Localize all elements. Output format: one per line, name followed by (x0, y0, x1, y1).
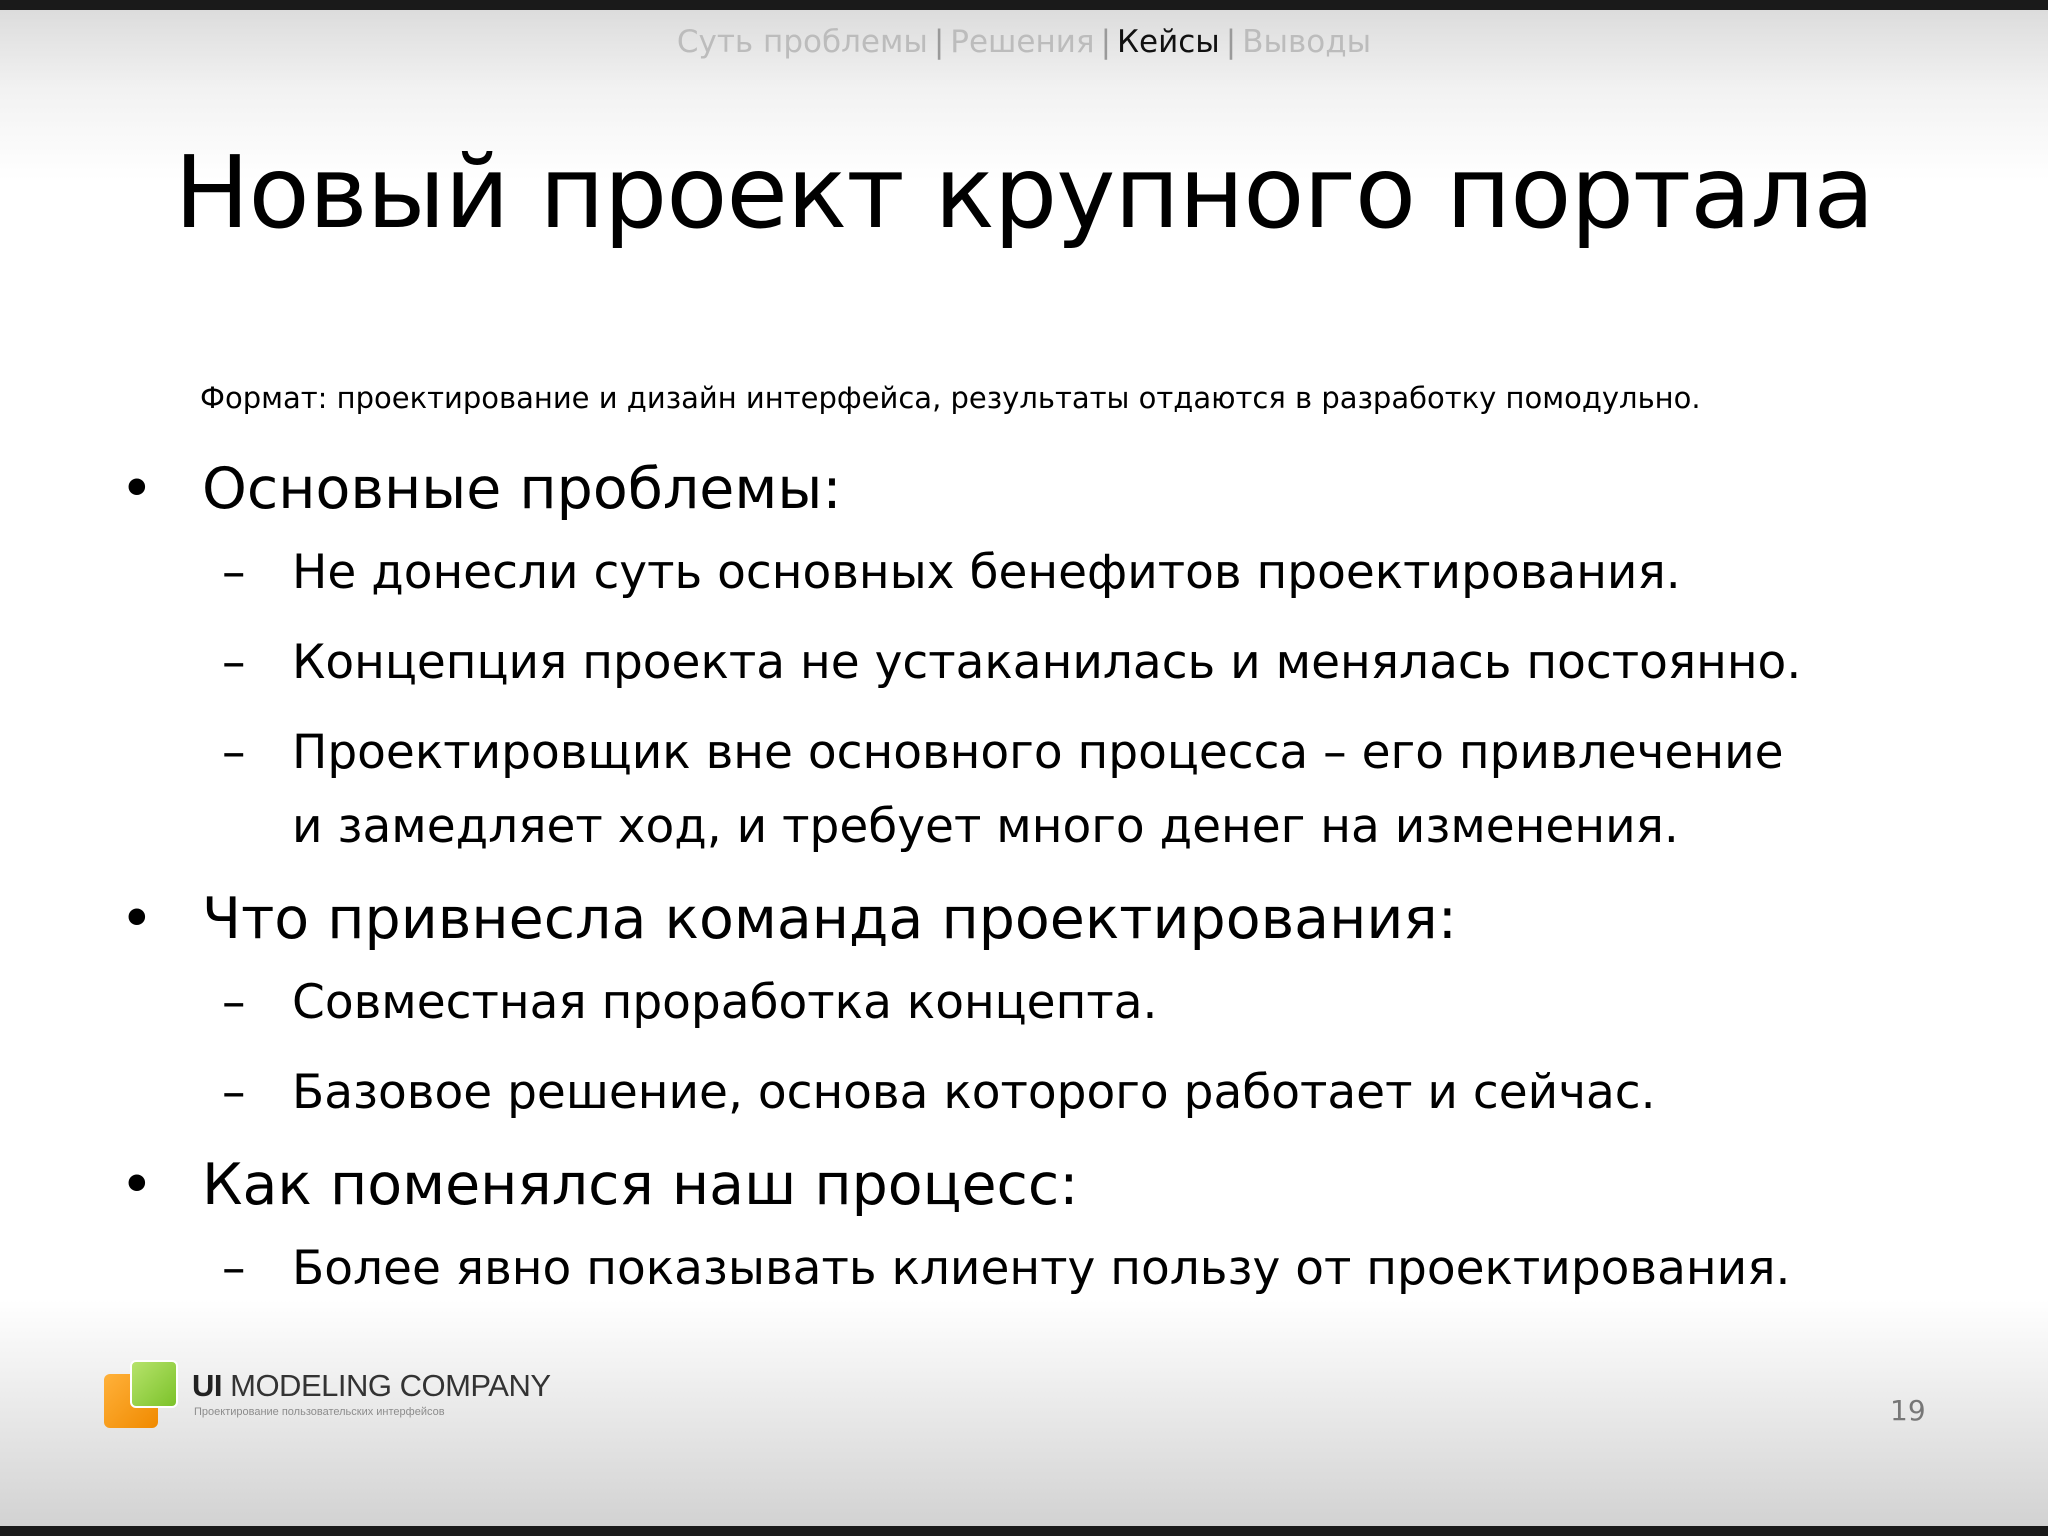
dash-mark: – (222, 545, 246, 600)
bullet-problems (120, 450, 1920, 528)
logo-company-name (192, 1368, 551, 1404)
sub-item-text: Проектировщик вне основного процесса – его привлечение (292, 725, 1784, 780)
bullet-process-change (120, 1146, 1920, 1224)
dash-mark: – (222, 975, 246, 1030)
sub-item-text: Базовое решение, основа которого работает и сейчас. (292, 1065, 1656, 1120)
logo-green-square (130, 1360, 178, 1408)
sub-item (120, 1056, 1920, 1130)
logo-name-bold: UI (192, 1368, 222, 1403)
logo-name-rest: MODELING COMPANY (230, 1368, 551, 1403)
bullet-mark: • (120, 1152, 154, 1218)
nav-item-conclusions[interactable]: Выводы (1242, 24, 1372, 60)
nav-separator: | (1225, 24, 1237, 60)
sub-item-text: Концепция проекта не устаканилась и менялась постоянно. (292, 635, 1802, 690)
dash-mark: – (222, 725, 246, 780)
format-line: Формат: проектирование и дизайн интерфейса, результаты отдаются в разработку помодульно. (200, 381, 1701, 415)
company-logo (102, 1360, 582, 1440)
dash-mark: – (222, 1065, 246, 1120)
sub-item-text: Совместная проработка концепта. (292, 975, 1158, 1030)
bullet-heading: Как поменялся наш процесс: (202, 1152, 1079, 1218)
sub-item (120, 626, 1920, 700)
nav-separator: | (933, 24, 945, 60)
sub-item (120, 536, 1920, 610)
bullet-team-contribution (120, 880, 1920, 958)
sub-item (120, 966, 1920, 1040)
sub-list (120, 536, 1920, 864)
slide-title: Новый проект крупного портала (174, 134, 1874, 251)
nav-separator: | (1100, 24, 1112, 60)
sub-item (120, 716, 1920, 864)
bullet-heading: Основные проблемы: (202, 456, 842, 522)
sub-item-text: Не донесли суть основных бенефитов проектирования. (292, 545, 1681, 600)
nav-item-problem[interactable]: Суть проблемы (676, 24, 928, 60)
nav-item-solutions[interactable]: Решения (950, 24, 1095, 60)
nav-item-cases[interactable]: Кейсы (1117, 24, 1220, 60)
slide (0, 10, 2048, 1526)
bullet-heading: Что привнесла команда проектирования: (202, 886, 1457, 952)
sub-item-text-continued: и замедляет ход, и требует много денег на изменения. (292, 799, 1679, 854)
sub-item-text: Более явно показывать клиенту пользу от проектирования. (292, 1241, 1791, 1296)
dash-mark: – (222, 1241, 246, 1296)
page-number: 19 (1890, 1394, 1926, 1427)
section-nav (0, 24, 2048, 60)
bullet-mark: • (120, 456, 154, 522)
sub-item (120, 1232, 1920, 1306)
sub-list (120, 966, 1920, 1130)
bullet-mark: • (120, 886, 154, 952)
dash-mark: – (222, 635, 246, 690)
logo-tagline: Проектирование пользовательских интерфейсов (194, 1406, 445, 1418)
bullet-content (120, 450, 1920, 1322)
sub-list (120, 1232, 1920, 1306)
